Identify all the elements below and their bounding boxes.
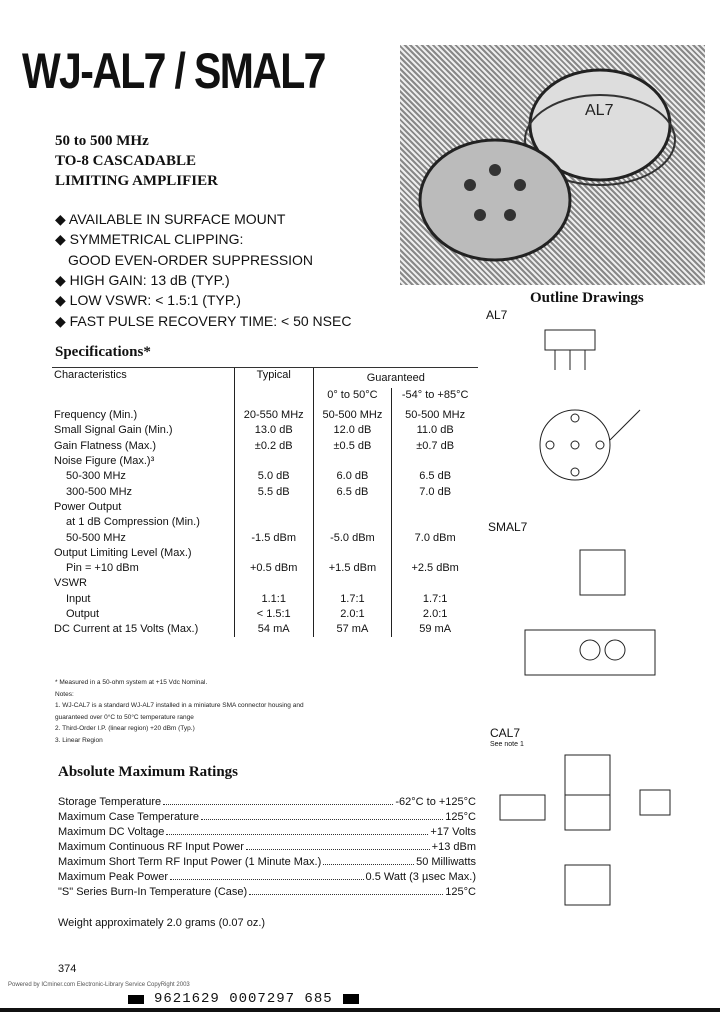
guaranteed-0-50c: 6.5 dB: [313, 484, 392, 499]
guaranteed-54-85c: 59 mA: [419, 623, 452, 636]
specifications-heading: Specifications*: [55, 344, 151, 360]
rating-value: 50 Milliwatts: [416, 856, 476, 868]
guaranteed-54-85c: ±0.7 dB: [416, 439, 455, 452]
rating-label: Maximum Continuous RF Input Power: [58, 841, 244, 853]
dot-leader: [246, 841, 430, 850]
table-row: [52, 576, 478, 591]
feature-item: [55, 211, 285, 228]
barcode-number: 9621629 0007297 685: [154, 991, 333, 1007]
table-row: [52, 515, 478, 530]
diamond-bullet-icon: ◆: [55, 211, 69, 227]
header-54-85c: -54° to +85°C: [401, 389, 469, 401]
guaranteed-0-50c: 12.0 dB: [313, 423, 392, 438]
dot-leader: [170, 871, 363, 880]
rating-value: 125°C: [445, 886, 476, 898]
typical-value: 5.0 dB: [234, 469, 313, 484]
header-guaranteed: Guaranteed: [366, 371, 425, 384]
page-number: 374: [58, 963, 77, 975]
characteristic: Output Limiting Level (Max.): [52, 546, 234, 561]
guaranteed-54-85c: 1.7:1: [422, 592, 448, 605]
guaranteed-0-50c: -5.0 dBm: [313, 530, 392, 545]
table-row: [52, 546, 478, 561]
table-row: [52, 408, 478, 423]
guaranteed-0-50c: 1.7:1: [313, 592, 392, 607]
typical-value: +0.5 dBm: [234, 561, 313, 576]
guaranteed-54-85c: 7.0 dBm: [414, 531, 456, 544]
typical-value: 20-550 MHz: [234, 408, 313, 423]
barcode-line: [128, 991, 359, 1007]
table-row: [52, 439, 478, 454]
table-row: [52, 530, 478, 545]
table-row: [52, 484, 478, 499]
characteristic: at 1 dB Compression (Min.): [52, 515, 234, 530]
feature-item: [55, 313, 351, 330]
header-typical: Typical: [234, 368, 313, 408]
characteristic: 50-300 MHz: [52, 469, 234, 484]
typical-value: 54 mA: [234, 622, 313, 637]
rating-row: [58, 886, 476, 898]
guaranteed-54-85c: [392, 500, 478, 515]
feature-item: [55, 231, 243, 248]
specifications-table: [52, 368, 478, 637]
al7-label: AL7: [486, 308, 508, 322]
guaranteed-0-50c: [313, 546, 392, 561]
characteristic: 50-500 MHz: [52, 530, 234, 545]
bottom-border: [0, 1008, 720, 1012]
characteristic: Output: [52, 607, 234, 622]
typical-value: ±0.2 dB: [234, 439, 313, 454]
product-photo: [400, 45, 705, 285]
guaranteed-54-85c: [392, 454, 478, 469]
header-0-50c: 0° to 50°C: [313, 388, 392, 408]
guaranteed-54-85c: 50-500 MHz: [405, 409, 466, 422]
dot-leader: [201, 811, 443, 820]
dot-leader: [249, 886, 443, 895]
characteristic: Small Signal Gain (Min.): [52, 423, 234, 438]
barcode-block: [128, 995, 144, 1004]
header-characteristics: Characteristics: [52, 368, 234, 408]
guaranteed-54-85c: 2.0:1: [422, 608, 448, 620]
table-row: [52, 454, 478, 469]
table-row: [52, 592, 478, 607]
feature-item: [55, 292, 241, 309]
rating-label: Maximum Peak Power: [58, 871, 169, 883]
characteristic: DC Current at 15 Volts (Max.): [52, 622, 234, 637]
feature-text: FAST PULSE RECOVERY TIME: < 50 NSEC: [69, 312, 352, 329]
guaranteed-0-50c: 6.0 dB: [313, 469, 392, 484]
note-line: 3. Linear Region: [55, 736, 103, 744]
rating-row: [58, 841, 476, 853]
guaranteed-0-50c: 57 mA: [313, 622, 392, 637]
svg-text:AL7: AL7: [585, 102, 614, 119]
guaranteed-54-85c: [392, 576, 478, 591]
diamond-bullet-icon: ◆: [55, 231, 70, 248]
weight-text: Weight approximately 2.0 grams (0.07 oz.): [58, 917, 266, 929]
rating-label: "S" Series Burn-In Temperature (Case): [58, 886, 248, 898]
table-row: [52, 500, 478, 515]
feature-text: SYMMETRICAL CLIPPING:: [69, 231, 244, 248]
guaranteed-54-85c: 7.0 dB: [419, 485, 452, 498]
note-line: 1. WJ-CAL7 is a standard WJ-AL7 installed in a miniature SMA connector housing and: [55, 702, 304, 709]
page-title: WJ-AL7 / SMAL7: [22, 43, 325, 99]
characteristic: Pin = +10 dBm: [52, 561, 234, 576]
guaranteed-54-85c: 6.5 dB: [419, 470, 452, 483]
feature-text: AVAILABLE IN SURFACE MOUNT: [68, 211, 286, 227]
guaranteed-54-85c: 11.0 dB: [416, 424, 454, 437]
characteristic: VSWR: [52, 576, 234, 591]
rating-value: 0.5 Watt (3 µsec Max.): [365, 871, 476, 883]
rating-row: [58, 856, 476, 868]
characteristic: Noise Figure (Max.)³: [52, 454, 234, 469]
rating-label: Maximum Case Temperature: [58, 811, 200, 823]
note-line: guaranteed over 0°C to 50°C temperature range: [55, 713, 194, 721]
dot-leader: [163, 796, 393, 805]
guaranteed-0-50c: [313, 500, 392, 515]
rating-value: 125°C: [445, 811, 476, 823]
dot-leader: [166, 826, 428, 835]
rating-row: [58, 796, 476, 808]
table-row: [52, 622, 478, 637]
characteristic: Frequency (Min.): [52, 408, 234, 423]
typical-value: -1.5 dBm: [234, 530, 313, 545]
rating-row: [58, 811, 476, 823]
note-line: * Measured in a 50-ohm system at +15 Vdc Nominal.: [55, 679, 208, 686]
typical-value: [234, 576, 313, 591]
table-row: [52, 561, 478, 576]
rating-value: +17 Volts: [430, 826, 476, 838]
feature-item: [55, 272, 230, 289]
characteristic: Power Output: [52, 500, 234, 515]
characteristic: Gain Flatness (Max.): [52, 439, 234, 454]
typical-value: 13.0 dB: [234, 423, 313, 438]
guaranteed-0-50c: [313, 515, 392, 530]
rating-label: Storage Temperature: [58, 796, 162, 808]
cal7-label: CAL7: [490, 726, 521, 740]
feature-text: LOW VSWR: < 1.5:1 (TYP.): [69, 292, 241, 309]
smal7-label: SMAL7: [488, 520, 528, 534]
feature-text: GOOD EVEN-ORDER SUPPRESSION: [68, 251, 314, 268]
guaranteed-0-50c: [313, 454, 392, 469]
rating-value: +13 dBm: [431, 841, 476, 853]
notes: [55, 677, 304, 746]
outline-drawings-heading: Outline Drawings: [530, 290, 644, 306]
rating-row: [58, 871, 476, 883]
al7-outline-drawing: [490, 310, 670, 520]
guaranteed-54-85c: [392, 546, 478, 561]
diamond-bullet-icon: ◆: [55, 292, 70, 309]
typical-value: [234, 454, 313, 469]
feature-item: [55, 252, 313, 268]
table-row: [52, 607, 478, 622]
guaranteed-0-50c: 50-500 MHz: [313, 408, 392, 423]
characteristic: 300-500 MHz: [52, 484, 234, 499]
footer-text: Powered by ICminer.com Electronic-Library Service CopyRight 2003: [8, 982, 190, 988]
table-row: [52, 469, 478, 484]
typical-value: [234, 546, 313, 561]
dot-leader: [323, 856, 414, 865]
subtitle-line: LIMITING AMPLIFIER: [55, 173, 218, 189]
guaranteed-0-50c: ±0.5 dB: [313, 439, 392, 454]
barcode-block: [343, 994, 359, 1004]
guaranteed-0-50c: [313, 576, 392, 591]
guaranteed-0-50c: 2.0:1: [313, 607, 392, 622]
guaranteed-0-50c: +1.5 dBm: [313, 561, 392, 576]
smal7-outline-drawing: [510, 530, 690, 720]
ratings-heading: Absolute Maximum Ratings: [58, 764, 239, 780]
cal7-outline-drawing: [490, 745, 690, 935]
rating-value: -62°C to +125°C: [395, 796, 476, 808]
characteristic: Input: [52, 592, 234, 607]
rating-label: Maximum DC Voltage: [58, 826, 165, 838]
subtitle-line: TO-8 CASCADABLE: [55, 153, 196, 169]
rating-label: Maximum Short Term RF Input Power (1 Minute Max.): [58, 856, 322, 868]
typical-value: 5.5 dB: [234, 484, 313, 499]
note-line: 2. Third-Order I.P. (linear region) +20 dBm (Typ.): [55, 725, 195, 732]
cal7-note: See note 1: [490, 741, 524, 748]
amplifier-photo-image: [400, 45, 705, 285]
feature-text: HIGH GAIN: 13 dB (TYP.): [69, 271, 230, 288]
rating-row: [58, 826, 476, 838]
guaranteed-54-85c: +2.5 dBm: [411, 562, 459, 575]
note-line: Notes:: [55, 690, 74, 698]
guaranteed-54-85c: [392, 515, 478, 530]
typical-value: 1.1:1: [234, 592, 313, 607]
diamond-bullet-icon: ◆: [55, 271, 70, 288]
typical-value: [234, 500, 313, 515]
typical-value: [234, 515, 313, 530]
subtitle-line: 50 to 500 MHz: [55, 133, 149, 149]
diamond-bullet-icon: ◆: [55, 312, 70, 329]
table-row: [52, 423, 478, 438]
typical-value: < 1.5:1: [234, 607, 313, 622]
